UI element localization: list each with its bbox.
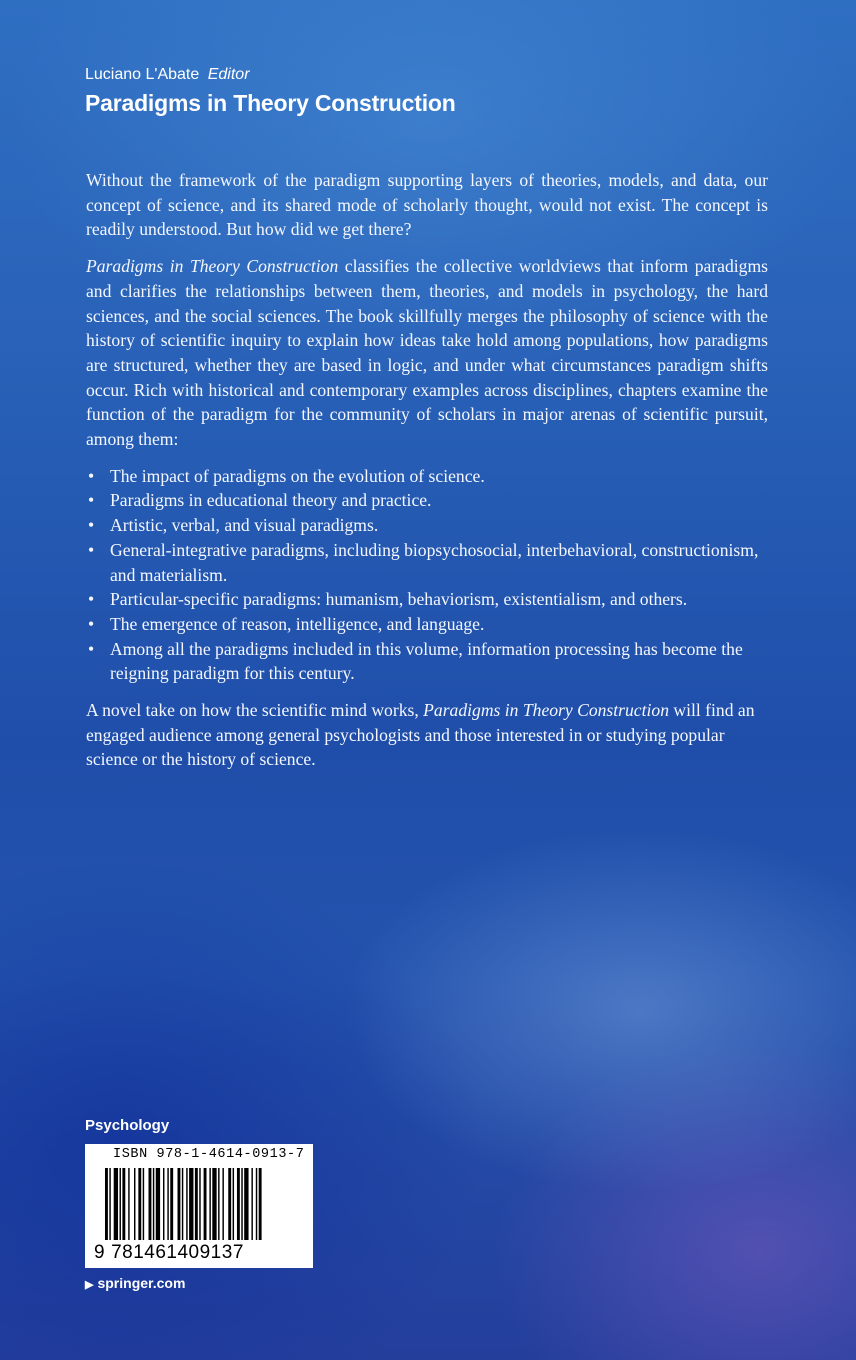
barcode-bar (182, 1168, 183, 1240)
barcode-digits (94, 1242, 244, 1264)
list-item-text: Particular-specific paradigms: humanism, behaviorism, existentialism, and others. (110, 589, 688, 610)
barcode-bar (114, 1168, 118, 1240)
editor-name: Luciano L'Abate (85, 66, 200, 83)
barcode-bar (156, 1168, 160, 1240)
barcode-bar (237, 1168, 240, 1240)
barcode-digit-string: 781461409137 (111, 1242, 244, 1263)
barcode-bar (122, 1168, 125, 1240)
blurb (86, 168, 768, 784)
barcode-bar (209, 1168, 210, 1240)
list-item-text: Among all the paradigms included in this volume, information processing has become the reigning paradigm for this century. (110, 638, 743, 684)
barcode-bar (244, 1168, 248, 1240)
barcode-bars (105, 1168, 295, 1240)
blurb-paragraph-1: Without the framework of the paradigm supporting layers of theories, models, and data, our concept of science, and its shared mode of scholarly thought, would not exist. The concept is readily understood. But how did we get there? (86, 170, 768, 240)
barcode-bar (228, 1168, 231, 1240)
publisher-url: springer.com (97, 1275, 186, 1291)
list-item (86, 637, 768, 686)
bullet-icon: • (88, 490, 95, 511)
barcode-bar (189, 1168, 193, 1240)
book-title: Paradigms in Theory Construction (85, 90, 456, 116)
list-item-text: The impact of paradigms on the evolution of science. (110, 465, 485, 486)
bullet-icon: • (88, 465, 95, 486)
barcode-bar (204, 1168, 207, 1240)
isbn-label: ISBN 978-1-4614-0913-7 (113, 1147, 305, 1162)
barcode-bar (251, 1168, 252, 1240)
list-item (86, 488, 768, 513)
blurb-paragraph-2-text: classifies the collective worldviews that inform paradigms and clarifies the relationships between them, theories, and models in psychology, the hard sciences, and the social sciences. The book skillfully merges the philosophy of science with the history of scientific inquiry to explain how ideas take hold among populations, how paradigms are structured, whether they are based in logic, and under what circumstances paradigm shifts occur. Rich with historical and contemporary examples across disciplines, chapters examine the function of the paradigm for the community of scholars in major arenas of scientific pursuit, among them: (86, 256, 768, 450)
barcode-bar (138, 1168, 141, 1240)
blurb-paragraph-2-title: Paradigms in Theory Construction (86, 256, 339, 277)
topic-list (86, 464, 768, 686)
barcode-bar (233, 1168, 234, 1240)
barcode-bar (109, 1168, 110, 1240)
list-item-text: Artistic, verbal, and visual paradigms. (110, 515, 379, 536)
list-item-text: General-integrative paradigms, including biopsychosocial, interbehavioral, constructionism, and materialism. (110, 539, 759, 585)
barcode-bar (212, 1168, 216, 1240)
blurb-paragraph-3-title: Paradigms in Theory Construction (423, 700, 669, 721)
list-item (86, 538, 768, 587)
barcode-bar (186, 1168, 187, 1240)
list-item (86, 464, 768, 489)
editor-line (85, 64, 456, 86)
barcode-bar (163, 1168, 164, 1240)
blurb-paragraph-3-end: will find an engaged audience among general psychologists and those interested in or studying popular science or the history of science. (86, 700, 755, 770)
blurb-paragraph-2 (86, 254, 768, 452)
blurb-paragraph-3 (86, 698, 768, 772)
subject-category: Psychology (85, 1117, 170, 1134)
barcode-bar (222, 1168, 223, 1240)
barcode-bar (105, 1168, 108, 1240)
barcode-first-digit: 9 (94, 1242, 106, 1263)
arrow-right-icon: ▶ (85, 1279, 94, 1291)
bullet-icon: • (88, 589, 95, 610)
barcode-bar (259, 1168, 262, 1240)
barcode-bar (218, 1168, 219, 1240)
barcode-bar (178, 1168, 181, 1240)
editor-role: Editor (207, 66, 250, 83)
barcode-bar (195, 1168, 198, 1240)
list-item (86, 587, 768, 612)
bullet-icon: • (88, 638, 95, 659)
bullet-icon: • (88, 515, 95, 536)
bullet-icon: • (88, 539, 95, 560)
blurb-paragraph-3-start: A novel take on how the scientific mind works, (86, 700, 424, 721)
barcode-bar (143, 1168, 144, 1240)
barcode-bar (199, 1168, 200, 1240)
isbn-barcode (85, 1144, 313, 1268)
barcode-bar (170, 1168, 173, 1240)
barcode-bar (134, 1168, 135, 1240)
list-item-text: The emergence of reason, intelligence, and language. (110, 613, 485, 634)
barcode-bar (120, 1168, 121, 1240)
list-item-text: Paradigms in educational theory and practice. (110, 490, 432, 511)
barcode-bar (149, 1168, 152, 1240)
barcode-bar (256, 1168, 257, 1240)
list-item (86, 612, 768, 637)
publisher-link[interactable] (85, 1275, 185, 1291)
barcode-bar (128, 1168, 129, 1240)
barcode-bar (167, 1168, 168, 1240)
book-header (85, 64, 456, 118)
bullet-icon: • (88, 613, 95, 634)
barcode-bar (153, 1168, 154, 1240)
barcode-bar (241, 1168, 242, 1240)
list-item (86, 513, 768, 538)
